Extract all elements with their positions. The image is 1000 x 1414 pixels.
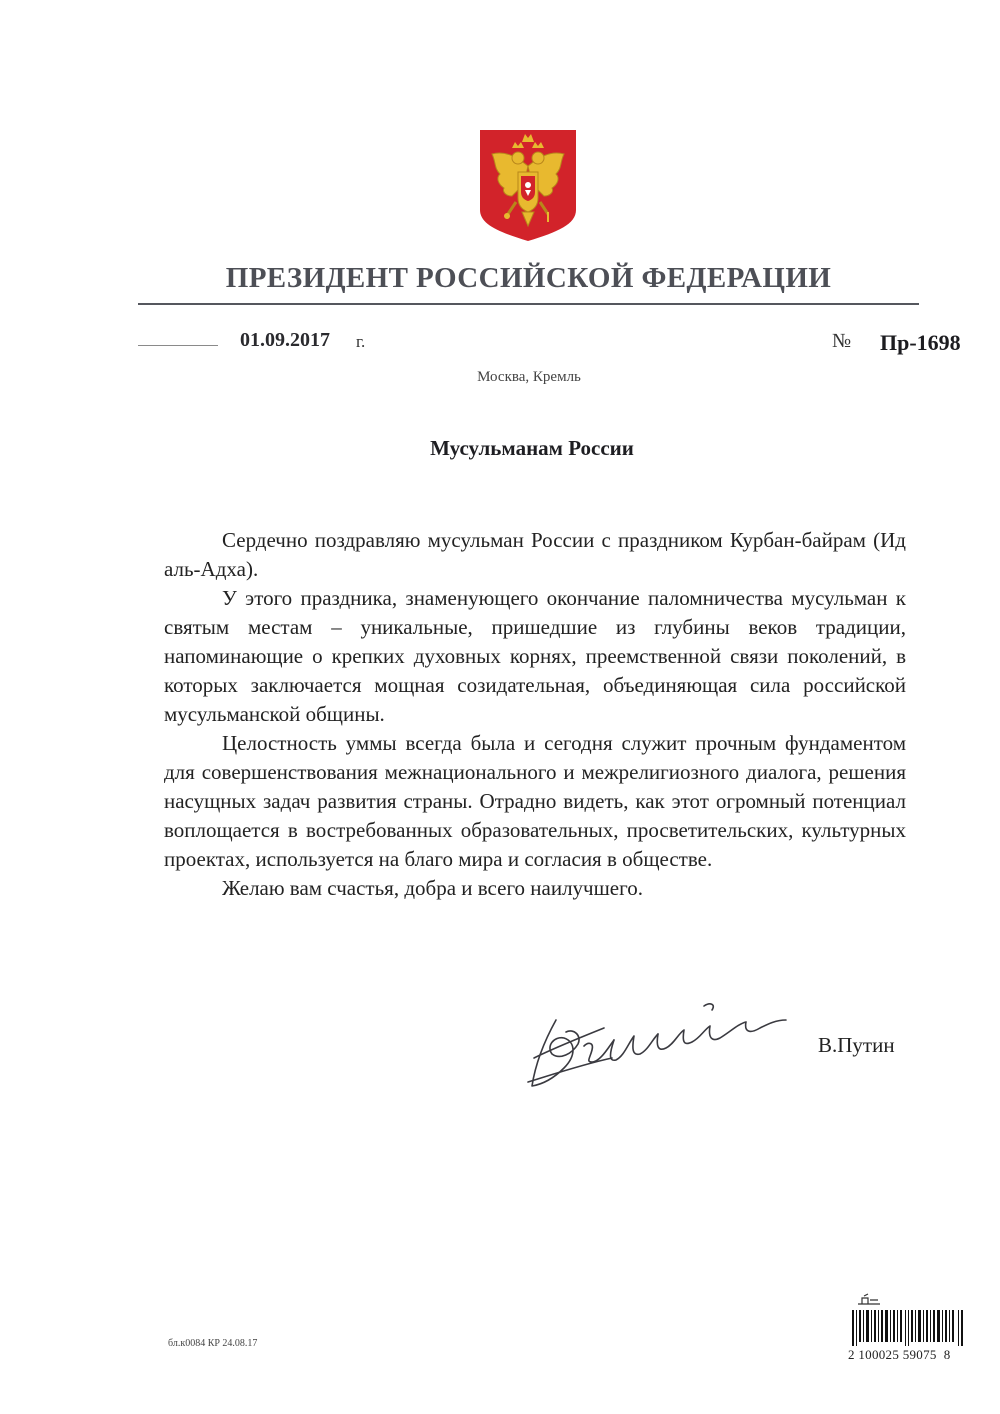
barcode-mark-icon — [854, 1292, 884, 1306]
barcode-number: 2 100025 59075 8 — [848, 1347, 951, 1362]
date-blank-line — [138, 345, 218, 346]
letter-addressee: Мусульманам России — [430, 436, 634, 460]
signer-name: В.Путин — [818, 1033, 895, 1057]
letter-paragraph: Сердечно поздравляю мусульман России с праздником Курбан-байрам (Ид аль-Адха). — [164, 528, 906, 581]
document-number: Пр-1698 — [880, 330, 961, 355]
handwritten-signature — [524, 998, 794, 1098]
document-heading: ПРЕЗИДЕНТ РОССИЙСКОЙ ФЕДЕРАЦИИ — [225, 262, 832, 294]
number-label: № — [832, 330, 852, 352]
year-suffix: г. — [356, 332, 366, 351]
letter-paragraph: Желаю вам счастья, добра и всего наилучшего. — [222, 876, 643, 900]
letter-paragraph: У этого праздника, знаменующего окончание паломничества мусульман к святым местам – уникальные, пришедшие из глубины веков традиции, напоминающие о крепких духовных корнях, преемственной связи поколений, в которых заключается мощная созидательная, объединяющая сила российской мусульманской общины. — [164, 586, 906, 726]
document-date: 01.09.2017 — [240, 329, 330, 351]
coat-of-arms-icon — [478, 128, 578, 243]
letter-body — [164, 526, 906, 903]
blank-form-code: бл.к0084 КР 24.08.17 — [168, 1338, 258, 1349]
document-place: Москва, Кремль — [477, 369, 581, 385]
barcode — [852, 1310, 964, 1346]
heading-divider — [138, 303, 919, 305]
letter-paragraph: Целостность уммы всегда была и сегодня служит прочным фундаментом для совершенствования межнационального и межрелигиозного диалога, решения насущных задач развития страны. Отрадно видеть, как этот огромный потенциал воплощается в востребованных образовательных, просветительских, культурных проектах, используется на благо мира и согласия в обществе. — [164, 731, 906, 871]
